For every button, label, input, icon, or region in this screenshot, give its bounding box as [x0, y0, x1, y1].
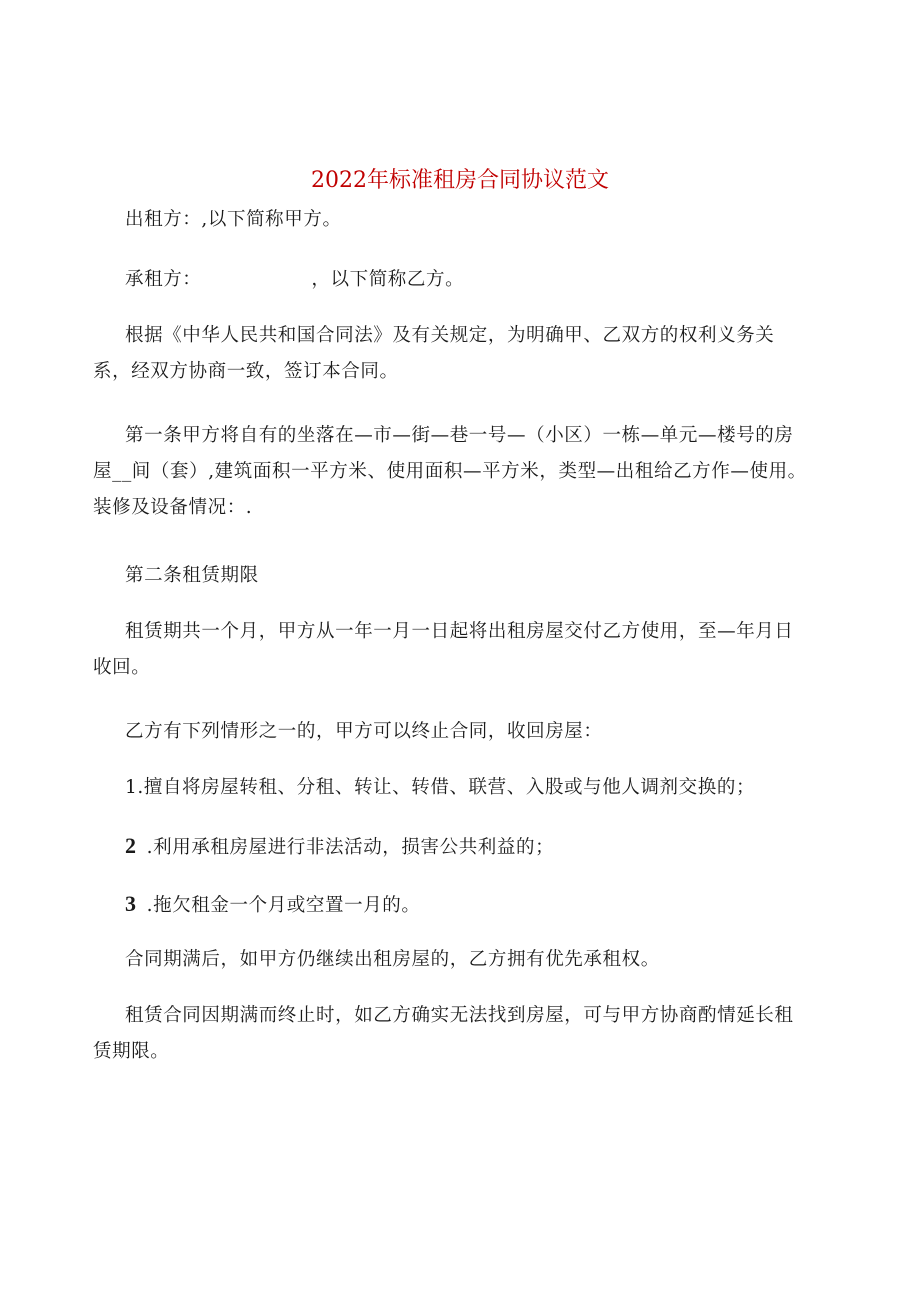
extension-line-2: 赁期限。	[93, 1041, 170, 1062]
lessee-label: 承租方：	[125, 269, 202, 290]
priority-paragraph	[125, 942, 865, 978]
priority-text: 合同期满后，如甲方仍继续出租房屋的，乙方拥有优先承租权。	[125, 949, 660, 970]
lessee-suffix: ，以下简称乙方。	[311, 269, 465, 290]
basis-line-2: 系，经双方协商一致，签订本合同。	[93, 361, 399, 382]
document-title: 2022年标准租房合同协议范文	[311, 168, 609, 193]
list-item-1	[125, 770, 865, 806]
extension-line-1: 租赁合同因期满而终止时，如乙方确实无法找到房屋，可与甲方协商酌情延长租	[125, 1005, 794, 1026]
list-item-3	[125, 886, 865, 922]
lessee-line	[125, 262, 865, 298]
list-item-2-text: .利用承租房屋进行非法活动，损害公共利益的；	[146, 837, 555, 858]
basis-line-1: 根据《中华人民共和国合同法》及有关规定，为明确甲、乙双方的权利义务关	[125, 325, 775, 346]
term-line-2: 收回。	[93, 657, 151, 678]
list-item-2-number: 2	[125, 833, 137, 858]
list-item-3-number: 3	[125, 891, 137, 916]
article-1-paragraph	[93, 418, 833, 526]
term-line-1: 租赁期共一个月，甲方从一年一月一日起将出租房屋交付乙方使用，至—年月日	[125, 621, 794, 642]
article-2-heading-text: 第二条租赁期限	[125, 565, 259, 586]
term-paragraph	[93, 614, 833, 686]
extension-paragraph	[93, 998, 833, 1070]
basis-paragraph	[93, 318, 833, 390]
termination-intro	[125, 714, 865, 750]
list-item-3-text: .拖欠租金一个月或空置一月的。	[146, 895, 421, 916]
article-2-heading	[125, 558, 865, 594]
lessor-line	[125, 202, 865, 238]
list-item-1-text: 1.擅自将房屋转租、分租、转让、转借、联营、入股或与他人调剂交换的；	[125, 777, 756, 798]
article-1-line-3: 装修及设备情况：.	[93, 497, 253, 518]
article-1-line-2: 屋__间（套）,建筑面积一平方米、使用面积—平方米，类型—出租给乙方作—使用。	[93, 461, 807, 482]
termination-intro-text: 乙方有下列情形之一的，甲方可以终止合同，收回房屋：	[125, 721, 603, 742]
article-1-line-1: 第一条甲方将自有的坐落在—市—街—巷一号—（小区）一栋—单元—楼号的房	[125, 425, 794, 446]
lessor-text: 出租方：,以下简称甲方。	[125, 209, 342, 230]
list-item-2	[125, 828, 865, 864]
